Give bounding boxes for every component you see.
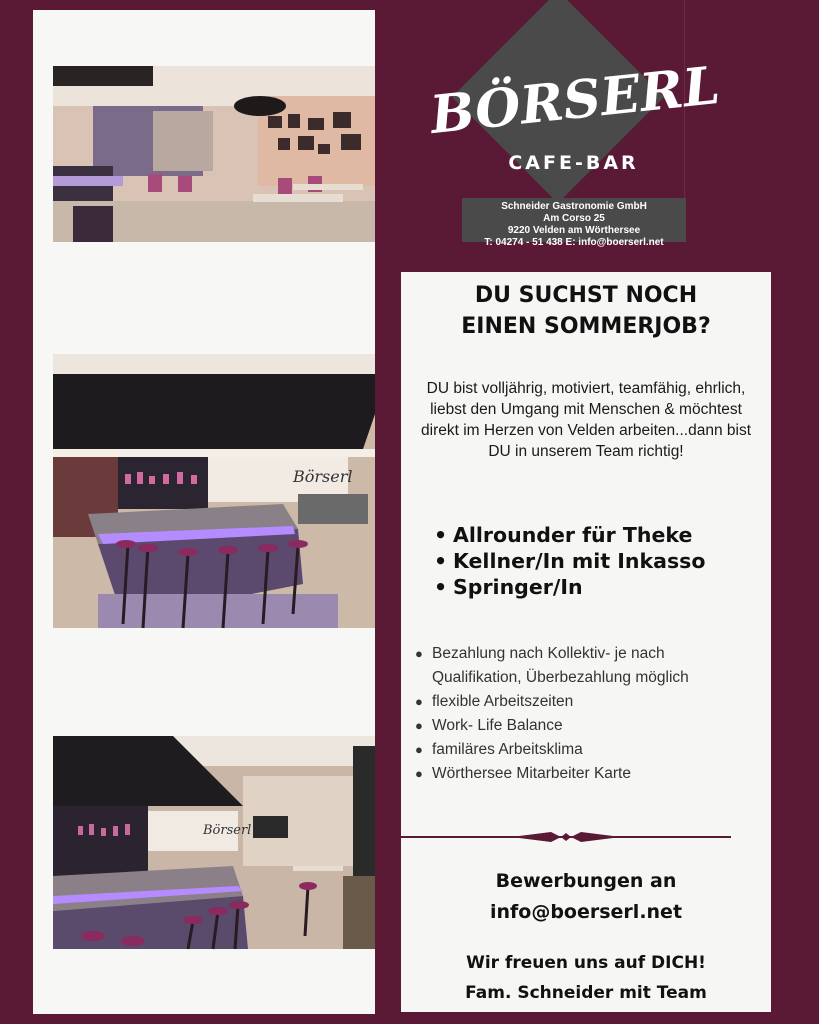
benefit-item: ● Bezahlung nach Kollektiv- je nach Qualifikation, Überbezahlung möglich — [415, 642, 732, 690]
benefits-list — [415, 642, 732, 786]
address-box — [462, 198, 686, 248]
positions-list — [434, 522, 705, 600]
bullet-icon: ● — [415, 646, 423, 661]
bullet-icon: ● — [415, 718, 423, 733]
city-address: 9220 Velden am Wörthersee — [507, 225, 641, 236]
bullet-icon: ● — [415, 742, 423, 757]
job-info-card — [401, 272, 771, 1012]
logo-subtitle: CAFE-BAR — [508, 152, 639, 174]
bar-interior-photo — [53, 736, 375, 949]
cafe-lounge-photo — [53, 66, 375, 242]
svg-text:Börserl: Börserl — [203, 823, 252, 838]
company-name: Schneider Gastronomie GmbH — [501, 201, 647, 212]
svg-text:BÖRSERL: BÖRSERL — [427, 54, 723, 147]
contact-line: T: 04274 - 51 438 E: info@boerserl.net — [484, 237, 664, 248]
closing-line-2: Fam. Schneider mit Team — [465, 983, 707, 1003]
headline-line-2: EINEN SOMMERJOB? — [461, 314, 711, 339]
bar-counter-photo — [53, 354, 375, 628]
headline-line-1: DU SUCHST NOCH — [474, 283, 698, 308]
bullet-icon: ● — [415, 766, 423, 781]
position-item: • Springer/In — [434, 574, 705, 600]
apply-label: Bewerbungen an — [495, 870, 677, 892]
application-info — [401, 866, 771, 928]
boerserl-logo — [427, 30, 723, 150]
benefit-item: ● Work- Life Balance — [415, 714, 732, 738]
svg-text:Börserl: Börserl — [293, 467, 353, 486]
position-item: • Allrounder für Theke — [434, 522, 705, 548]
intro-text: DU bist volljährig, motiviert, teamfähig, ehrlich, liebst den Umgang mit Menschen & möchtest direkt im Herzen von Velden arbeiten...dann bist DU in unserem Team richtig! — [421, 380, 751, 460]
benefit-item: ● flexible Arbeitszeiten — [415, 690, 732, 714]
apply-email-link[interactable]: info@boerserl.net — [489, 901, 683, 923]
bullet-icon: ● — [415, 694, 423, 709]
benefit-item: ● familäres Arbeitsklima — [415, 738, 732, 762]
closing-text — [401, 948, 771, 1008]
street-address: Am Corso 25 — [543, 213, 605, 224]
ornamental-divider — [401, 828, 731, 846]
closing-line-1: Wir freuen uns auf DICH! — [466, 953, 706, 973]
photo-column — [33, 10, 375, 1014]
position-item: • Kellner/In mit Inkasso — [434, 548, 705, 574]
headline — [401, 280, 771, 342]
benefit-item: ● Wörthersee Mitarbeiter Karte — [415, 762, 732, 786]
